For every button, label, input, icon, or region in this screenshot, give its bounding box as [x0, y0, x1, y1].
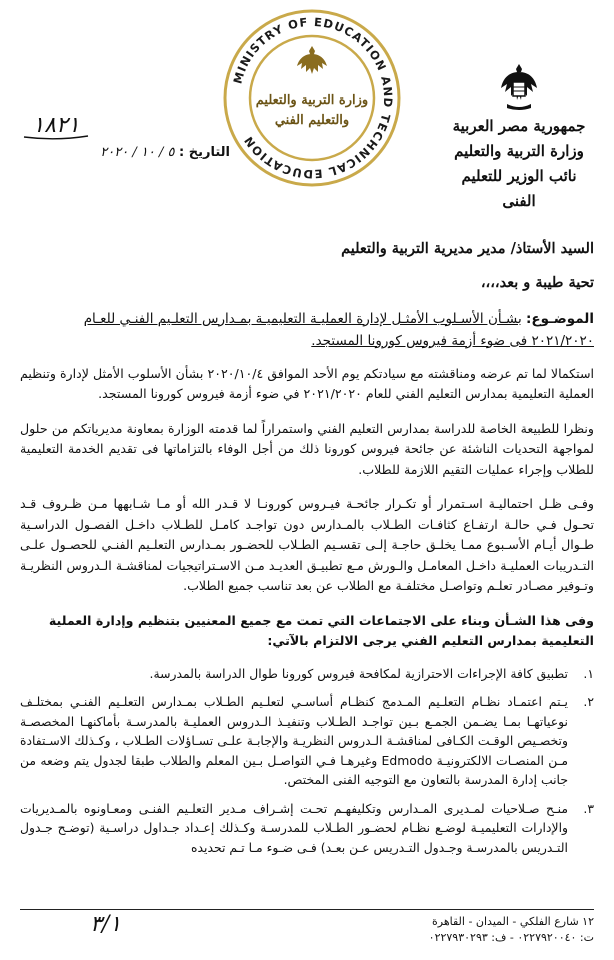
handwritten-reference-number — [20, 112, 92, 140]
subject-text: بشـأن الأسـلوب الأمثـل لإدارة العمليـة التعليميـة بمـدارس التعلـيم الفنـي للعـام ٢٠٢١/٢٠٢٠ فى ضوء أزمة فيروس كورونا المستجد. — [83, 310, 594, 349]
phone-fax: ت: ٠٢٢٧٩٢٠٠٤٠ - ف: ٠٢٢٧٩٣٠٢٩٣ — [428, 931, 594, 944]
seal-eagle-icon — [297, 46, 327, 74]
subject-label: الموضـوع: — [526, 310, 594, 327]
paragraph-2: ونظرا للطبيعة الخاصة للدراسة بمدارس التعليم الفني واستمراراً لما قدمته الوزارة بمعاونة مديرياتكم من حلول لمواجهة التحديات الناشئة عن جائحة فيروس كورونا ذلك من أجل الوفاء بالتزاماتها فى تقديم الخدمة التعليمية للطلاب وإجراء عمليات التقيم اللازمة للطلاب. — [20, 420, 594, 477]
footer-address — [429, 914, 594, 946]
greeting: تحية طيبة و بعد،،،، — [480, 274, 594, 291]
list-item-text: يـتم اعتمـاد نظـام التعلـيم المـدمج كنظـام أساسـي لتعلـيم الطـلاب بمـدارس التعلـيم الفنـي بمختلـف نوعياتهـا بمـا يضـمن الجمـع بـين تواجـد الطـلاب وتنفيـذ الـدروس العمليـة بالمدرسـة بأماكنهـا المخصصـة وتخصـيص الوقـت الكـافى لمناقشـة الـدروس النظريـة والإجابـة علـى تسـاؤلات الطـلاب ، وكـذلك الاسـتفادة مـن المنصـات الالكترونيـة Edmodo وغيرهـا فـي التواصـل بـين المعلم والطلاب طبقا لجدول يتم وضعه من جانب إدارة المدرسة بالتعاون مع التوجيه الفنى المختص. — [20, 694, 568, 787]
list-item — [20, 692, 594, 790]
instruction-list — [20, 664, 594, 858]
eagle-emblem-icon — [499, 62, 539, 112]
list-item — [20, 664, 594, 684]
list-item-number: ٢. — [583, 694, 594, 709]
street-address: ١٢ شارع الفلكي - الميدان - القاهرة — [432, 915, 594, 928]
seal-arabic-line-1: وزارة التربية والتعليم — [255, 93, 369, 108]
list-item-text: تطبيق كافة الإجراءات الاحترازية لمكافحة فيروس كورونا طوال الدراسة بالمدرسة. — [149, 665, 568, 681]
date-line — [20, 145, 230, 160]
addressee: السيد الأستاذ/ مدير مديرية التربية والتعليم — [341, 240, 594, 257]
page-number: ٣/١ — [90, 912, 122, 937]
paragraph-1: استكمالا لما تم عرضه ومناقشته مع سيادتكم يوم الأحد الموافق ٢٠٢٠/١٠/٤ بشأن الأسلوب الأمثل لإدارة وتنظيم العملية التعليمية بمدارس التعليم الفني للعام ٢٠٢١/٢٠٢٠ في ضوء أزمة فيروس كورونا المستجد. — [20, 365, 594, 401]
subject — [20, 308, 594, 352]
seal-arabic-line-2: والتعليم الفني — [274, 113, 350, 128]
ministry-seal — [222, 8, 402, 188]
list-item-text: منـح صـلاحيات لمـديرى المـدارس وتكليفهـم تحـت إشـراف مـدير التعلـيم الفنـى ومعـاونوه بالمـديريات والإدارات التعليميـة لوضـع نظـام لحضـور الطـلاب للمدرسـة وكـذلك إعـداد جـداول دراسـية (توضـح جـدول التـدريس بالمدرسـة وجـدول التـدريس عـن بعـد) فـى ضـوء مـا تـم تحديده — [20, 800, 568, 855]
list-item-number: ٣. — [583, 800, 594, 816]
reference-number: ١٨٢١ — [32, 113, 80, 138]
page-footer — [20, 909, 594, 950]
deputy-title: نائب الوزير للتعليم الفنى — [461, 167, 577, 210]
date-label: التاريخ : — [179, 145, 230, 160]
seal-english-text: MINISTRY OF EDUCATION AND TECHNICAL EDUCATION — [230, 14, 396, 182]
ministry-header — [444, 62, 594, 214]
list-item-number: ١. — [583, 665, 594, 681]
paragraph-3: وفـى ظـل احتماليـة اسـتمرار أو تكـرار جائحـة فيـروس كورونـا لا قـدر الله أو مـا شـابهها مـن ظـروف قـد تحـول فـي حالـة ارتفـاع كثافـات الطـلاب بالمـدارس دون تواجـد كامـل للطـلاب داخـل الفصـول الدراسـية طـوال أيـام الأسـبوع ممـا يخلـق حاجـة إلـى تقسـيم الطـلاب للحضـور بمـدارس التعلـيم الفنـي للحصـول علـى التـدريبات العمليـة داخـل المعامـل والـورش مـع تطبيـق العديـد مـن الاسـتراتيجيات لمناقشـة الـدروس النظريـة وتـوفير مصـادر تعلـم وتواصـل مختلفـة مع الطلاب عن بعد تناسب جميع الطلاب. — [20, 496, 594, 593]
request-paragraph: وفى هذا الشـأن وبناء على الاجتماعات التي تمت مع جميع المعنيين بتنظيم وإدارة العملية التعليمية بمدارس التعليم الفني يرجى الالتزام بالآتي: — [48, 612, 594, 648]
ministry-name: وزارة التربية والتعليم — [454, 142, 584, 160]
letter-body — [20, 238, 594, 866]
country-name: جمهورية مصر العربية — [452, 117, 586, 135]
date-value: ٥ / ١٠ / ٢٠٢٠ — [100, 145, 175, 160]
list-item — [20, 799, 594, 858]
